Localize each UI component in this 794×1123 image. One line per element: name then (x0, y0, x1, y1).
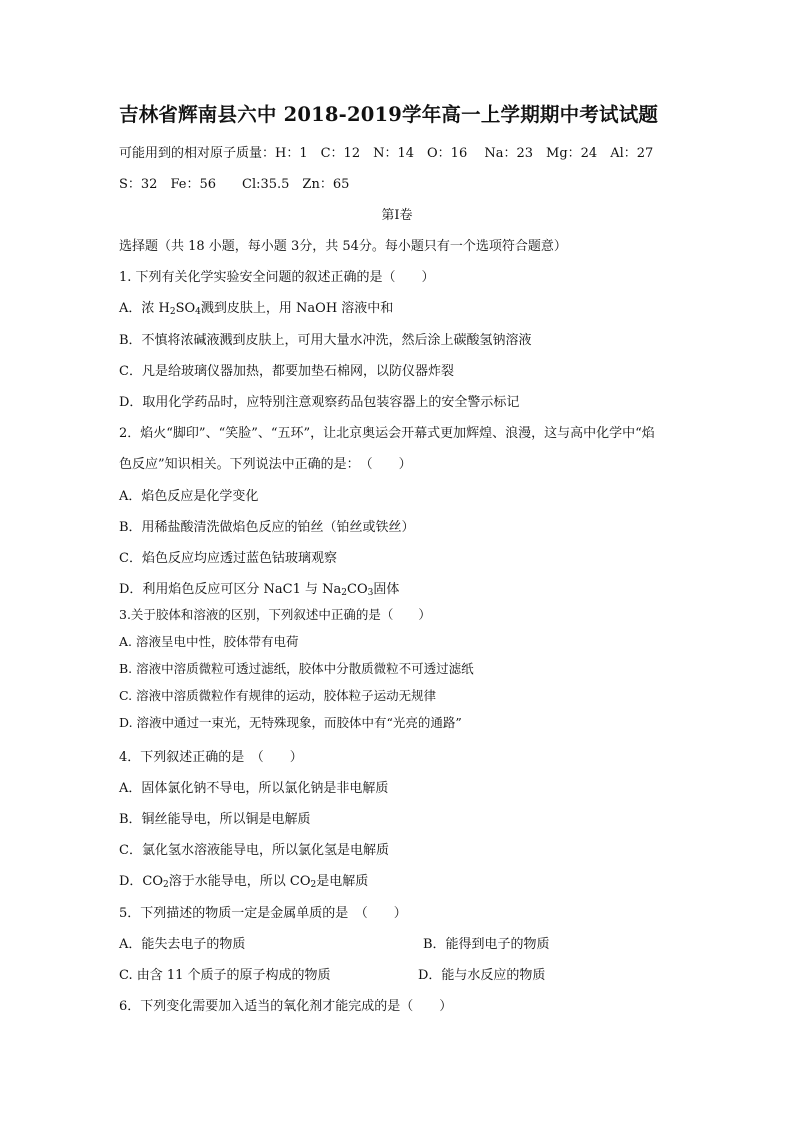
q2-option-c: C．焰色反应均应透过蓝色钴玻璃观察 (119, 551, 337, 566)
q4-option-a: A．固体氯化钠不导电，所以氯化钠是非电解质 (119, 781, 389, 796)
q2-option-b: B．用稀盐酸清洗做焰色反应的铂丝（铂丝或铁丝） (119, 520, 415, 535)
q1-option-a: A．浓 $H_2SO_4$溅到皮肤上，用 NaOH 溶液中和 (119, 301, 394, 317)
q1-option-d: D．取用化学药品时，应特别注意观察药品包装容器上的安全警示标记 (119, 395, 520, 410)
page-title: 吉林省辉南县六中 2018-2019学年高一上学期期中考试试题 (119, 103, 659, 126)
q1-stem: 1. 下列有关化学实验安全问题的叙述正确的是（ ） (119, 270, 435, 285)
q4-option-d: D．$CO_2$溶于水能导电，所以 $CO_2$是电解质 (119, 874, 369, 890)
q1-option-c: C．凡是给玻璃仪器加热，都要加垫石棉网，以防仪器炸裂 (119, 364, 454, 379)
q1-option-b: B．不慎将浓碱液溅到皮肤上，可用大量水冲洗，然后涂上碳酸氢钠溶液 (119, 333, 532, 348)
q2-stem-line-2: 色反应”知识相关。下列说法中正确的是： （ ） (119, 457, 412, 472)
q2-option-a: A．焰色反应是化学变化 (119, 489, 259, 504)
q5-option-a: A．能失去电子的物质 (119, 937, 246, 952)
q4-option-c: C．氯化氢水溶液能导电，所以氯化氢是电解质 (119, 843, 389, 858)
atomic-mass-line-2: S：32 Fe：56 Cl:35.5 Zn：65 (119, 177, 350, 192)
q5-option-b: B．能得到电子的物质 (423, 937, 550, 952)
q3-option-d: D. 溶液中通过一束光，无特殊现象，而胶体中有“光亮的通路” (119, 715, 462, 730)
atomic-mass-line-1: 可能用到的相对原子质量：H：1 C：12 N：14 O：16 Na：23 Mg：24 Al：27 (119, 146, 654, 161)
q5-option-d: D．能与水反应的物质 (418, 968, 546, 983)
q2-option-d: D．利用焰色反应可区分 NaC1 与 $Na_2CO_3$固体 (119, 582, 400, 598)
q3-option-b: B. 溶液中溶质微粒可透过滤纸，胶体中分散质微粒不可透过滤纸 (119, 661, 474, 676)
q3-option-a: A. 溶液呈电中性，胶体带有电荷 (119, 634, 299, 649)
q3-stem: 3.关于胶体和溶液的区别，下列叙述中正确的是（ ） (119, 607, 431, 622)
q2-stem-line-1: 2．焰火“脚印”、“笑脸”、“五环”，让北京奥运会开幕式更加辉煌、浪漫，这与高中化学中“焰 (119, 426, 655, 441)
q5-option-c: C. 由含 11 个质子的原子构成的物质 (119, 968, 331, 983)
q4-option-b: B．铜丝能导电，所以铜是电解质 (119, 812, 311, 827)
volume-heading: 第I卷 (381, 208, 413, 223)
q4-stem: 4．下列叙述正确的是 （ ） (119, 750, 303, 765)
q3-option-c: C. 溶液中溶质微粒作有规律的运动，胶体粒子运动无规律 (119, 688, 437, 703)
section-intro: 选择题（共 18 小题，每小题 3分，共 54分。每小题只有一个选项符合题意） (119, 239, 567, 254)
q6-stem: 6．下列变化需要加入适当的氧化剂才能完成的是（ ） (119, 999, 453, 1014)
q5-stem: 5．下列描述的物质一定是金属单质的是 （ ） (119, 906, 407, 921)
